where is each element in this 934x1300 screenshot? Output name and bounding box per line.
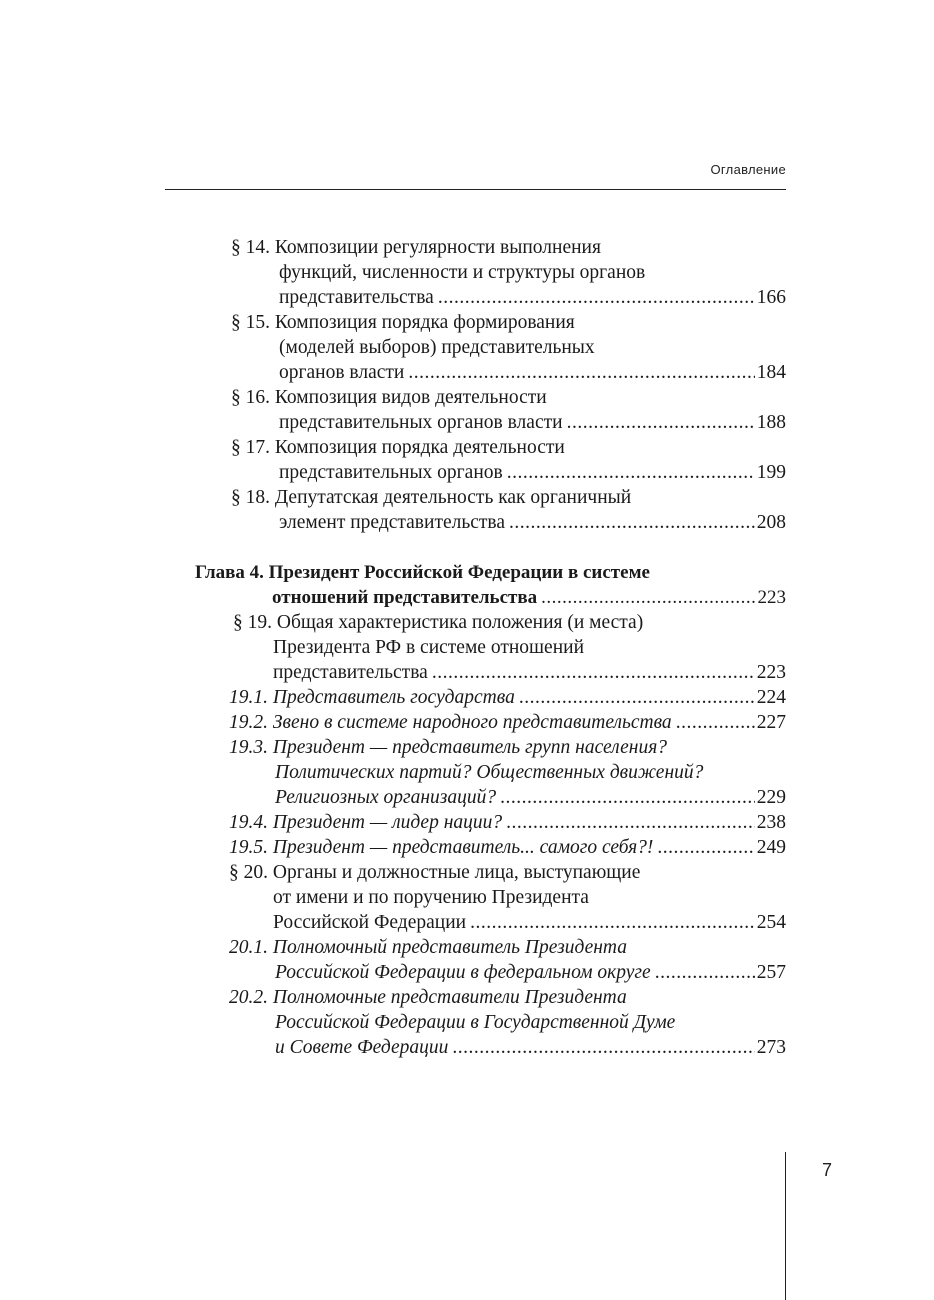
toc-entry-leader-line: [0, 510, 786, 535]
toc-page-number: 223: [756, 662, 786, 683]
dot-leader: [676, 710, 755, 735]
toc-page-number: 273: [756, 1037, 786, 1058]
dot-leader: [452, 1035, 754, 1060]
toc-page-number: 254: [756, 912, 786, 933]
dot-leader: [506, 810, 755, 835]
dot-leader: [432, 660, 755, 685]
toc-entry-chapter-4[interactable]: [0, 560, 934, 610]
toc-entry-line: (моделей выборов) представительных: [279, 337, 595, 358]
toc-entry-leader-line: [0, 285, 786, 310]
toc-entry-leader-line: [0, 910, 786, 935]
toc-entry-subsection-19-3[interactable]: [0, 735, 934, 810]
toc-page-number: 188: [756, 412, 786, 433]
dot-leader: [541, 585, 755, 610]
toc-entry-leader-line: [0, 810, 786, 835]
toc-entry-line: Российской Федерации: [273, 912, 467, 933]
toc-entry-line: § 14. Композиции регулярности выполнения: [231, 237, 601, 258]
toc-entry-line: 20.2. Полномочные представители Президента: [229, 987, 627, 1008]
toc-entry-line: 19.2. Звено в системе народного представительства: [229, 712, 672, 733]
toc-entry-leader-line: [0, 410, 786, 435]
toc-entry-leader-line: [0, 1035, 786, 1060]
chapter-title-line: отношений представительства: [272, 587, 538, 608]
toc-page-number: 208: [756, 512, 786, 533]
toc-page-number: 238: [756, 812, 786, 833]
table-of-contents: [0, 235, 934, 1060]
page-number: 7: [822, 1160, 833, 1180]
toc-entry-line: элемент представительства: [279, 512, 506, 533]
dot-leader: [408, 360, 754, 385]
toc-entry-line: представительных органов власти: [279, 412, 563, 433]
toc-entry-line: от имени и по поручению Президента: [273, 887, 589, 908]
toc-entry-leader-line: [0, 660, 786, 685]
toc-page-number: 229: [756, 787, 786, 808]
toc-entry-line: § 15. Композиция порядка формирования: [231, 312, 575, 333]
toc-entry-line: 19.3. Президент — представитель групп населения?: [229, 737, 668, 758]
toc-entry-line: Российской Федерации в Государственной Думе: [275, 1012, 676, 1033]
toc-entry-line: представительства: [273, 662, 428, 683]
toc-entry-line: органов власти: [279, 362, 405, 383]
toc-entry-section-19[interactable]: [0, 610, 934, 685]
toc-entry-line: § 20. Органы и должностные лица, выступающие: [229, 862, 641, 883]
toc-entry-line: функций, численности и структуры органов: [279, 262, 646, 283]
chapter-title-line: Глава 4. Президент Российской Федерации в системе: [195, 562, 650, 583]
header-rule: [165, 189, 786, 190]
toc-page-number: 199: [756, 462, 786, 483]
toc-entry-subsection-19-1[interactable]: [0, 685, 934, 710]
toc-entry-subsection-19-4[interactable]: [0, 810, 934, 835]
toc-entry-line: представительства: [279, 287, 434, 308]
toc-entry-subsection-20-1[interactable]: [0, 935, 934, 985]
dot-leader: [438, 285, 755, 310]
toc-page-number: 227: [756, 712, 786, 733]
toc-entry-subsection-20-2[interactable]: [0, 985, 934, 1060]
toc-entry-leader-line: [0, 360, 786, 385]
toc-page-number: 257: [756, 962, 786, 983]
dot-leader: [509, 510, 755, 535]
toc-entry-leader-line: [0, 785, 786, 810]
toc-entry-section-17[interactable]: [0, 435, 934, 485]
toc-page-number: 224: [756, 687, 786, 708]
toc-entry-line: § 18. Депутатская деятельность как органичный: [231, 487, 632, 508]
toc-page-number: 166: [756, 287, 786, 308]
dot-leader: [655, 960, 755, 985]
toc-entry-line: 20.1. Полномочный представитель Президента: [229, 937, 627, 958]
toc-entry-leader-line: [0, 460, 786, 485]
toc-page-number: 249: [756, 837, 786, 858]
dot-leader: [500, 785, 755, 810]
toc-entry-leader-line: [0, 710, 786, 735]
toc-entry-leader-line: [0, 835, 786, 860]
toc-entry-subsection-19-5[interactable]: [0, 835, 934, 860]
toc-page-number: 184: [756, 362, 786, 383]
running-head: Оглавление: [710, 162, 786, 177]
toc-entry-section-18[interactable]: [0, 485, 934, 535]
toc-entry-section-15[interactable]: [0, 310, 934, 385]
folio-rule: [785, 1152, 786, 1300]
toc-entry-section-14[interactable]: [0, 235, 934, 310]
dot-leader: [470, 910, 755, 935]
toc-entry-line: § 17. Композиция порядка деятельности: [231, 437, 565, 458]
toc-entry-section-20[interactable]: [0, 860, 934, 935]
toc-entry-line: § 19. Общая характеристика положения (и места): [233, 612, 644, 633]
toc-entry-line: и Совете Федерации: [275, 1037, 449, 1058]
toc-entry-leader-line: [0, 960, 786, 985]
toc-entry-leader-line: [0, 685, 786, 710]
toc-entry-line: Религиозных организаций?: [275, 787, 497, 808]
toc-entry-line: представительных органов: [279, 462, 503, 483]
toc-page-number: 223: [757, 587, 786, 608]
dot-leader: [657, 835, 754, 860]
toc-entry-line: Российской Федерации в федеральном округе: [275, 962, 651, 983]
dot-leader: [567, 410, 755, 435]
toc-entry-leader-line: [0, 585, 786, 610]
toc-entry-line: 19.5. Президент — представитель... самого себя?!: [229, 837, 654, 858]
toc-entry-line: 19.1. Представитель государства: [229, 687, 515, 708]
toc-entry-section-16[interactable]: [0, 385, 934, 435]
toc-entry-line: Политических партий? Общественных движений?: [275, 762, 704, 783]
toc-entry-line: 19.4. Президент — лидер нации?: [229, 812, 503, 833]
toc-entry-subsection-19-2[interactable]: [0, 710, 934, 735]
dot-leader: [519, 685, 755, 710]
toc-entry-line: Президента РФ в системе отношений: [273, 637, 585, 658]
toc-entry-line: § 16. Композиция видов деятельности: [231, 387, 547, 408]
dot-leader: [507, 460, 755, 485]
